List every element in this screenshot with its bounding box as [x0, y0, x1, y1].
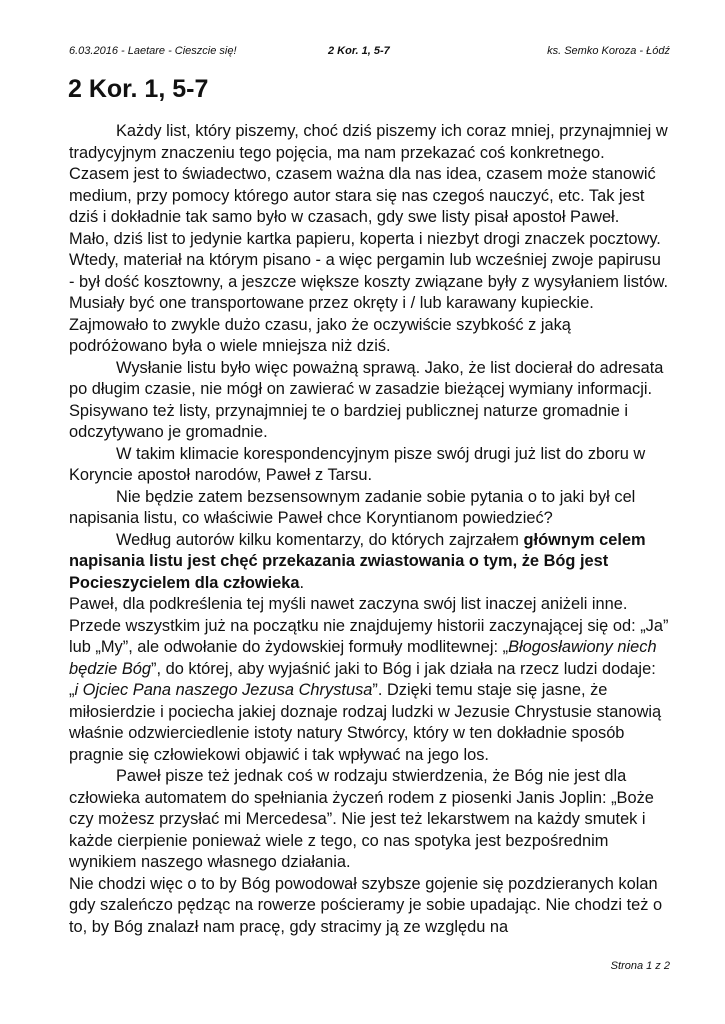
paragraph: Nie będzie zatem bezsensownym zadanie sobie pytania o to jaki był cel napisania listu, co właściwie Paweł chce Koryntianom powiedzieć?: [69, 487, 636, 527]
quote-italic: Błogosławiony niech będzie Bóg: [69, 638, 657, 678]
paragraph-text: ”, do której, aby wyjaśnić jaki to Bóg i jak działa na rzecz ludzi dodaje: „: [69, 659, 656, 699]
header-date: 6.03.2016 - Laetare - Cieszcie się!: [69, 45, 237, 57]
paragraph: Wysłanie listu było więc poważną sprawą. Jako, że list docierał do adresata po długim czasie, nie mógł on zawierać w zasadzie bieżącej wymiany informacji. Spisywano też listy, przynajmniej te o bardziej publicznej naturze gromadnie i odczytywano je gromadnie.: [69, 358, 664, 441]
paragraph: Paweł pisze też jednak coś w rodzaju stwierdzenia, że Bóg nie jest dla człowieka automatem do spełniania życzeń rodem z piosenki Janis Joplin: „Boże czy możesz przysłać mi Mercedesa”. Nie jest też lekarstwem na każdy smutek i każde cierpienie ponieważ wiele z tego, co nas spotyka jest bezpośrednim wynikiem naszego własnego działania.: [69, 767, 654, 871]
paragraph-text: ”. Dzięki temu staje się jasne, że miłosierdzie i pociecha jakiej doznaje rodzaj ludzki w Jezusie Chrystusie stanowią właśnie odzwierciedlenie istoty natury Stwórcy, który w ten dokładnie sposób pragnie się człowiekowi objawić i tak wpływać na jego los.: [69, 681, 662, 764]
page-title: 2 Kor. 1, 5-7: [68, 75, 209, 103]
paragraph: [69, 594, 669, 766]
paragraph-text: Paweł, dla podkreślenia tej myśli nawet zaczyna swój list inaczej aniżeli inne. Przede wszystkim już na początku nie znajdujemy historii zaczynającej się od: „Ja” lub „My”, ale odwołanie do żydowskiej formuły modlitewnej: „: [69, 595, 669, 656]
paragraph: W takim klimacie korespondencyjnym pisze swój drugi już list do zboru w Koryncie apostoł narodów, Paweł z Tarsu.: [69, 444, 646, 484]
quote-italic: i Ojciec Pana naszego Jezusa Chrystusa: [74, 681, 373, 699]
header-reference: 2 Kor. 1, 5-7: [328, 45, 390, 57]
paragraph-text: Według autorów kilku komentarzy, do których zajrzałem: [116, 530, 524, 549]
page-number: Strona 1 z 2: [610, 960, 670, 972]
paragraph-text: .: [299, 573, 305, 592]
page-header: [69, 43, 670, 59]
paragraph: Każdy list, który piszemy, choć dziś piszemy ich coraz mniej, przynajmniej w tradycyjnym znaczeniu tego pojęcia, ma nam przekazać coś konkretnego. Czasem jest to świadectwo, czasem ważna dla nas idea, czasem może stanowić medium, przy pomocy którego autor stara się nas czegoś nauczyć, etc. Tak jest dziś i dokładnie tak samo było w czasach, gdy swe listy pisał apostoł Paweł.: [69, 122, 668, 226]
paragraph: [69, 530, 669, 595]
document-body: [69, 121, 669, 938]
header-author: ks. Semko Koroza - Łódź: [547, 45, 670, 57]
emphasis-bold: głównym celem napisania listu jest chęć przekazania zwiastowania o tym, że Bóg jest Pocieszycielem dla człowieka: [69, 530, 646, 592]
paragraph: Mało, dziś list to jedynie kartka papieru, koperta i niezbyt drogi znaczek pocztowy. Wtedy, materiał na którym pisano - a więc pergamin lub wcześniej zwoje papirusu - był dość kosztowny, a jeszcze większe koszty związane były z wysyłaniem listów. Musiały być one transportowane przez okręty i / lub karawany kupieckie. Zajmowało to zwykle dużo czasu, jako że oczywiście szybkość z jaką podróżowano była o wiele mniejsza niż dziś.: [69, 229, 669, 355]
paragraph: Nie chodzi więc o to by Bóg powodował szybsze gojenie się pozdzieranych kolan gdy szaleńczo pędząc na rowerze pościeramy je sobie upadając. Nie chodzi też o to, by Bóg znalazł nam pracę, gdy stracimy ją ze względu na: [69, 874, 663, 936]
